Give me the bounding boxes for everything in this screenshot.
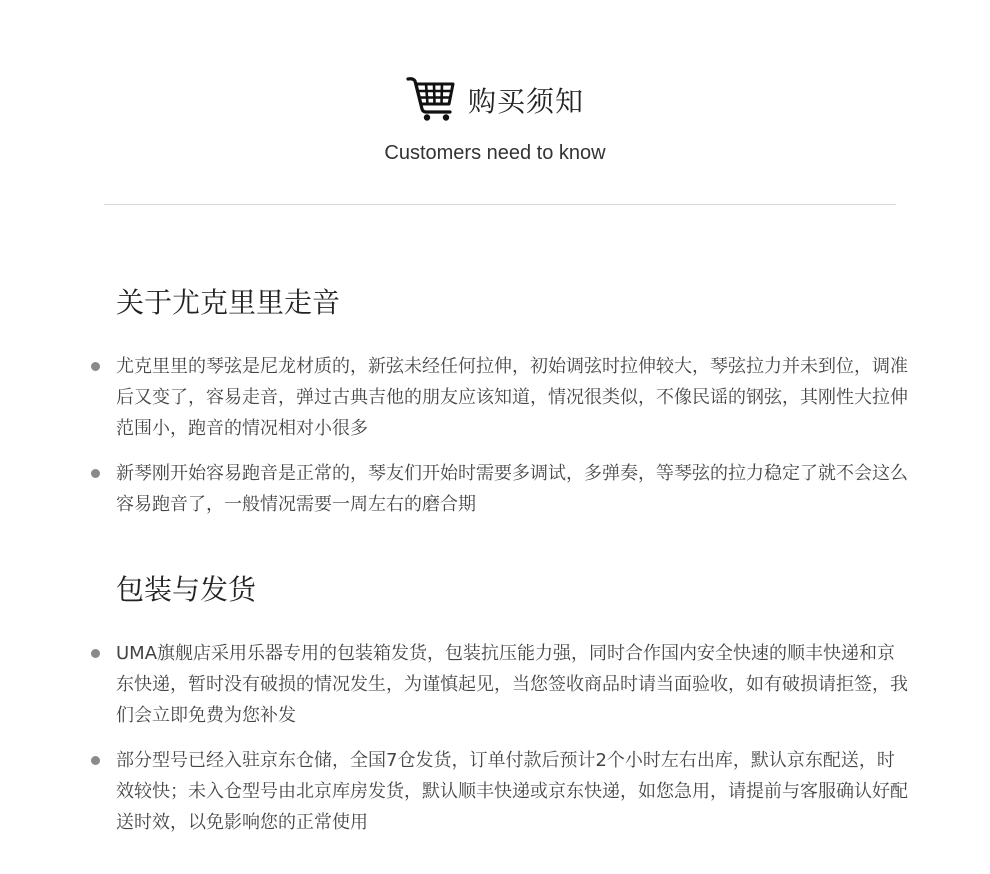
header-divider [104, 204, 896, 205]
list-item [88, 351, 908, 444]
bullet-list [88, 351, 908, 520]
list-item-text: 部分型号已经入驻京东仓储，全国7仓发货，订单付款后预计2个小时左右出库，默认京东配送，时效较快；未入仓型号由北京库房发货，默认顺丰快递或京东快递，如您急用，请提前与客服确认好配送时效，以免影响您的正常使用 [116, 750, 908, 833]
list-item-text: UMA旗舰店采用乐器专用的包装箱发货，包装抗压能力强，同时合作国内安全快速的顺丰快递和京东快递，暂时没有破损的情况发生，为谨慎起见，当您签收商品时请当面验收，如有破损请拒签，我们会立即免费为您补发 [116, 643, 908, 726]
section-title: 关于尤克里里走音 [116, 286, 341, 319]
bullet-dot-icon [91, 362, 100, 371]
page-title: 购买须知 [467, 85, 584, 118]
page-subtitle: Customers need to know [384, 142, 606, 164]
section-title: 包装与发货 [116, 573, 257, 606]
bullet-list [88, 638, 908, 838]
bullet-dot-icon [91, 469, 100, 478]
list-item-text: 尤克里里的琴弦是尼龙材质的，新弦未经任何拉伸，初始调弦时拉伸较大，琴弦拉力并未到位，调准后又变了，容易走音，弹过古典吉他的朋友应该知道，情况很类似，不像民谣的钢弦，其刚性大拉伸范围小，跑音的情况相对小很多 [116, 356, 908, 439]
title-row [0, 72, 990, 126]
bullet-dot-icon [91, 649, 100, 658]
list-item [88, 745, 908, 838]
list-item [88, 458, 908, 520]
list-item-text: 新琴刚开始容易跑音是正常的，琴友们开始时需要多调试，多弹奏，等琴弦的拉力稳定了就不会这么容易跑音了，一般情况需要一周左右的磨合期 [116, 463, 908, 515]
bullet-dot-icon [91, 756, 100, 765]
shopping-cart-icon [406, 75, 456, 123]
section-packaging-shipping [88, 570, 908, 852]
section-ukulele-tuning [88, 283, 908, 534]
header [0, 72, 990, 165]
list-item [88, 638, 908, 731]
